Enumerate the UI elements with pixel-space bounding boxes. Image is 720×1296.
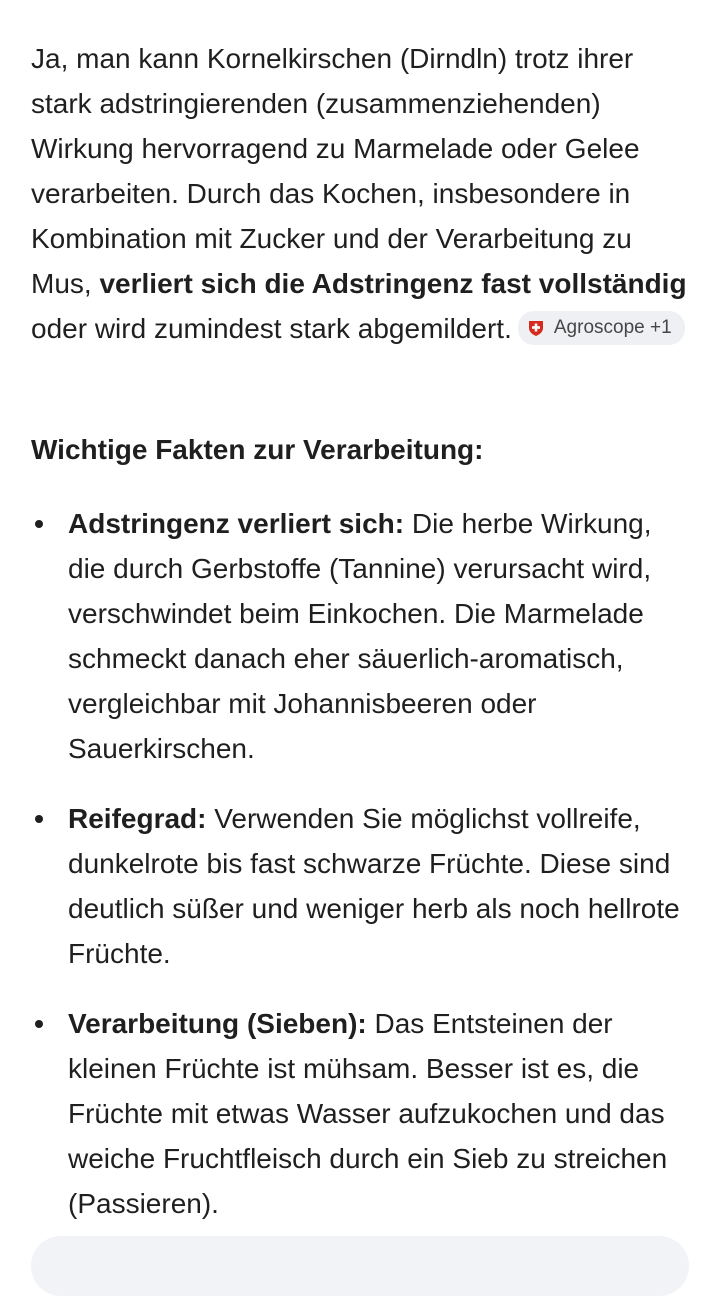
intro-text-end: oder wird zumindest stark abgemildert.	[31, 313, 512, 344]
source-chip-label: Agroscope +1	[553, 316, 672, 338]
intro-paragraph	[31, 36, 696, 351]
fact-text: Die herbe Wirkung, die durch Gerbstoffe (Tannine) verursacht wird, verschwindet beim Einkochen. Die Marmelade schmeckt danach eher säuerlich-aromatisch, vergleichbar mit Johannisbeeren oder Sauerkirschen.	[68, 508, 652, 764]
swiss-shield-icon	[527, 319, 545, 337]
list-item	[31, 501, 696, 771]
bullet-dot	[35, 815, 43, 823]
list-item	[31, 1001, 696, 1226]
fact-title: Verarbeitung (Sieben):	[68, 1008, 367, 1039]
bullet-dot	[35, 520, 43, 528]
fact-text: Verwenden Sie möglichst vollreife, dunkelrote bis fast schwarze Früchte. Diese sind deutlich süßer und weniger herb als noch hellrote Früchte.	[68, 803, 680, 969]
bottom-action-bar[interactable]	[31, 1236, 689, 1296]
fact-title: Adstringenz verliert sich:	[68, 508, 405, 539]
bullet-dot	[35, 1020, 43, 1028]
section-heading: Wichtige Fakten zur Verarbeitung:	[31, 434, 484, 465]
fact-title: Reifegrad:	[68, 803, 207, 834]
answer-content	[31, 36, 696, 1219]
source-chip[interactable]	[518, 311, 685, 345]
list-item	[31, 796, 696, 976]
fact-text: Das Entsteinen der kleinen Früchte ist mühsam. Besser ist es, die Früchte mit etwas Wasser aufzukochen und das weiche Fruchtfleisch durch ein Sieb zu streichen (Passieren).	[68, 1008, 668, 1219]
intro-bold-text: verliert sich die Adstringenz fast vollständig	[99, 268, 687, 299]
facts-list	[31, 501, 696, 1226]
intro-text-start: Ja, man kann Kornelkirschen (Dirndln) trotz ihrer stark adstringierenden (zusammenziehenden) Wirkung hervorragend zu Marmelade oder Gelee verarbeiten. Durch das Kochen, insbesondere in Kombination mit Zucker und der Verarbeitung zu Mus,	[31, 43, 640, 299]
